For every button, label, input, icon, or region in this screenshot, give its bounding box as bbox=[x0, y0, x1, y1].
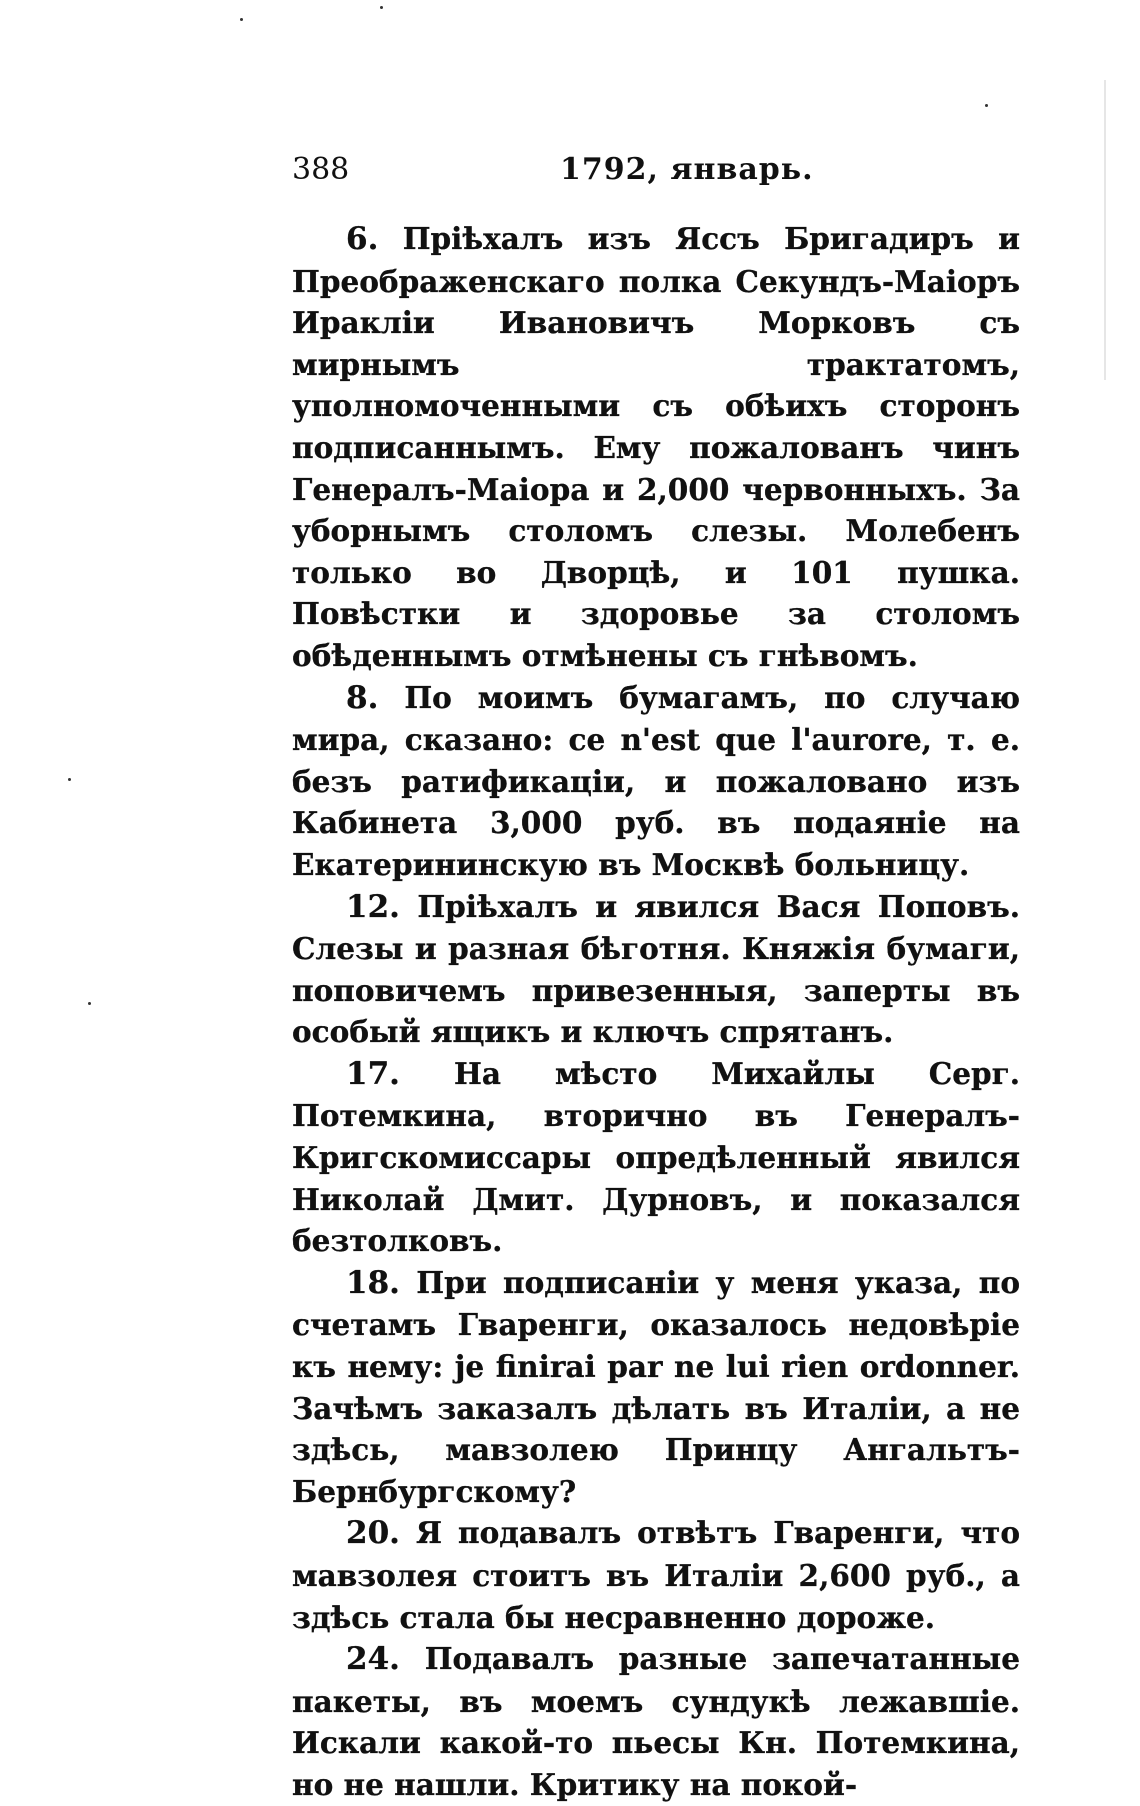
print-speck bbox=[68, 778, 71, 781]
diary-entry bbox=[292, 1638, 1020, 1805]
diary-entry bbox=[292, 1053, 1020, 1262]
diary-entry bbox=[292, 1262, 1020, 1513]
entry-text: На мѣсто Михайлы Серг. Потемкина, вторично въ Генералъ-Кригскомиссары опредѣленный явился Николай Дмит. Дурновъ, и показался безтолковъ. bbox=[292, 1055, 1021, 1259]
diary-entry bbox=[292, 886, 1020, 1053]
entry-text: При подписаніи у меня указа, по счетамъ Гваренги, оказалось недовѣріе къ нему: je finirai par ne lui rien ordonner. Зачѣмъ заказалъ дѣлать въ Италіи, а не здѣсь, мавзолею Принцу Ангальтъ-Бернбургскому? bbox=[292, 1264, 1020, 1509]
entry-text: Пріѣхалъ и явился Вася Поповъ. Слезы и разная бѣготня. Княжія бумаги, поповичемъ привезенныя, заперты въ особый ящикъ и ключъ спрятанъ. bbox=[292, 888, 1020, 1050]
page-number: 388 bbox=[292, 152, 350, 187]
entry-day: 24. bbox=[346, 1641, 400, 1678]
entry-text: По моимъ бумагамъ, по случаю мира, сказано: ce n'est que l'aurore, т. е. безъ ратификаціи, и пожаловано изъ Кабинета 3,000 руб. въ подаяніе на Екатерининскую въ Москвѣ больницу. bbox=[292, 679, 1020, 882]
diary-entry bbox=[292, 218, 1020, 677]
running-head: 1792, январь. bbox=[560, 152, 814, 187]
page-header bbox=[292, 150, 1022, 190]
entry-day: 20. bbox=[346, 1515, 400, 1552]
entry-day: 12. bbox=[346, 888, 400, 925]
entry-day: 17. bbox=[346, 1055, 400, 1092]
page-edge-shadow bbox=[1104, 80, 1106, 380]
print-speck bbox=[240, 18, 243, 21]
print-speck bbox=[380, 6, 383, 9]
diary-entry bbox=[292, 1512, 1020, 1638]
entry-text: Пріѣхалъ изъ Яссъ Бригадиръ и Преображенскаго полка Секундъ-Маіоръ Иракліи Ивановичъ Морковъ съ мирнымъ трактатомъ, уполномоченными съ обѣихъ сторонъ подписаннымъ. Ему пожалованъ чинъ Генералъ-Маіора и 2,000 червонныхъ. За уборнымъ столомъ слезы. Молебенъ только во Дворцѣ, и 101 пушка. Повѣстки и здоровье за столомъ обѣденнымъ отмѣнены съ гнѣвомъ. bbox=[292, 221, 1020, 673]
diary-text bbox=[292, 218, 1020, 1806]
print-speck bbox=[985, 104, 988, 107]
entry-text: Я подавалъ отвѣтъ Гваренги, что мавзолея стоитъ въ Италіи 2,600 руб., а здѣсь стала бы несравненно дороже. bbox=[292, 1515, 1020, 1635]
diary-entry bbox=[292, 677, 1020, 886]
entry-text: Подавалъ разные запечатанные пакеты, въ моемъ сундукѣ лежавшіе. Искали какой-то пьесы Кн. Потемкина, но не нашли. Критику на покой- bbox=[292, 1641, 1020, 1802]
entry-day: 8. bbox=[346, 679, 379, 716]
entry-day: 18. bbox=[346, 1264, 400, 1301]
entry-day: 6. bbox=[346, 221, 379, 257]
print-speck bbox=[88, 1002, 91, 1005]
